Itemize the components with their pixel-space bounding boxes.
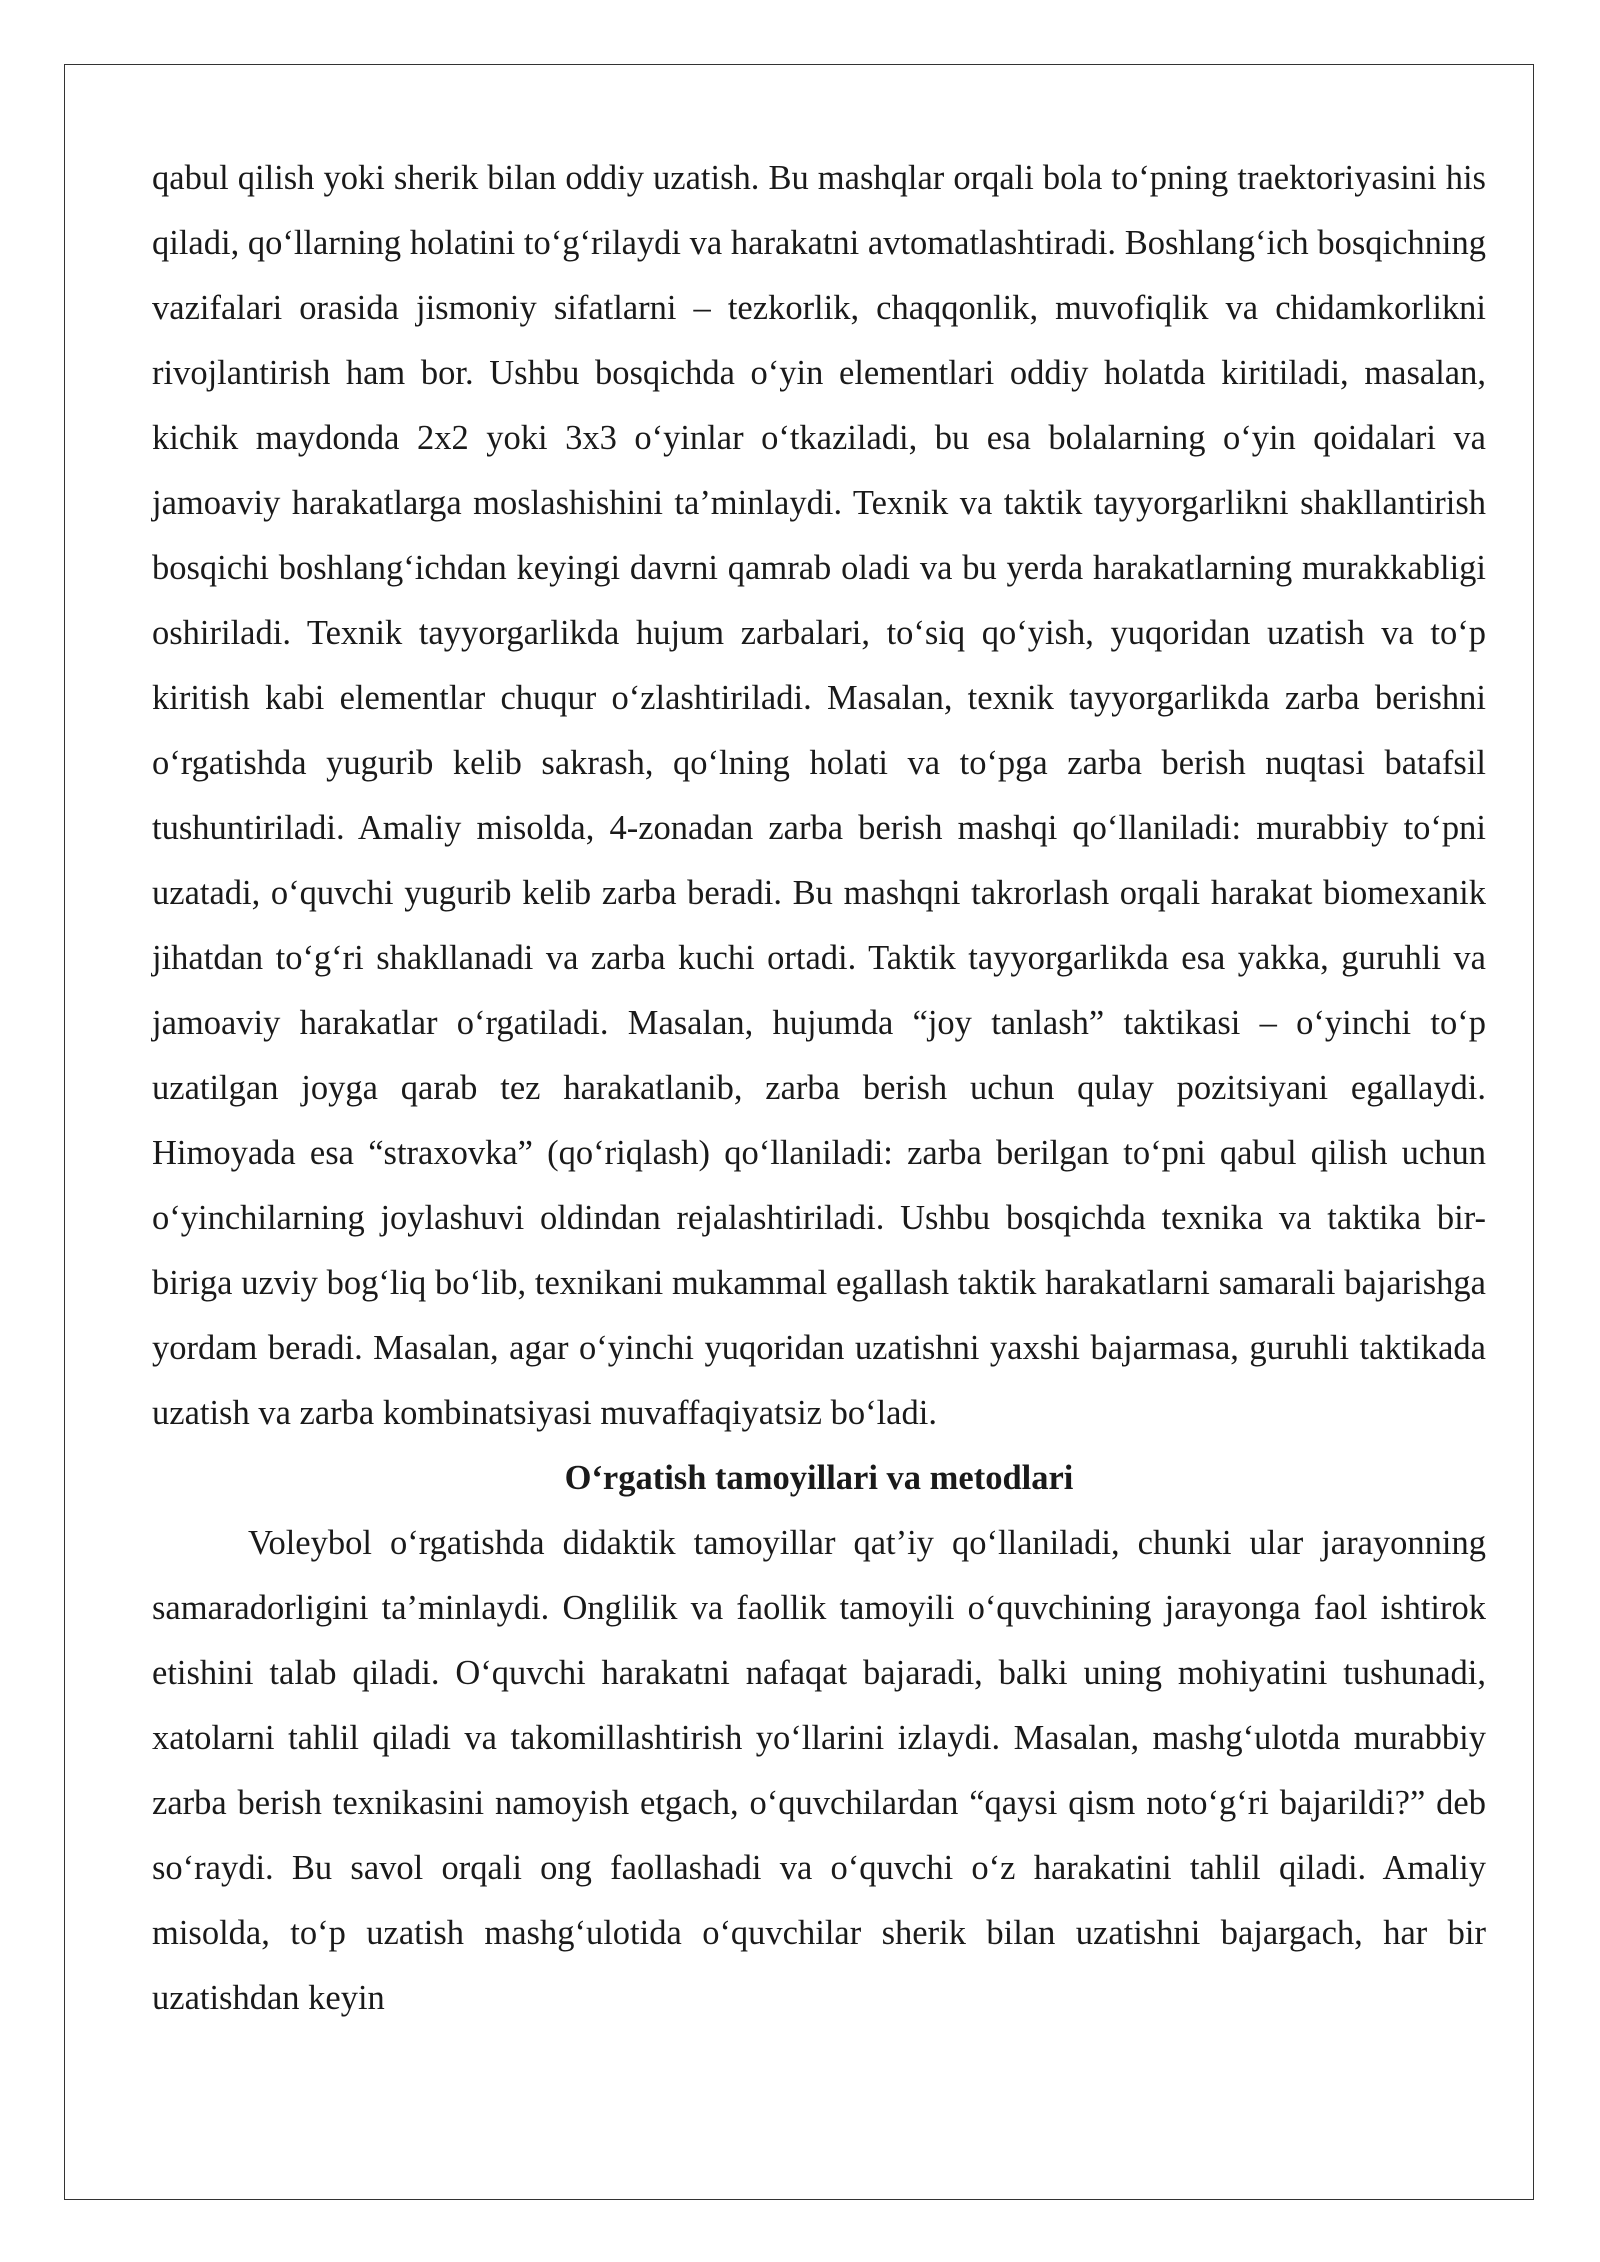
document-body — [152, 146, 1486, 2031]
body-paragraph: qabul qilish yoki sherik bilan oddiy uzatish. Bu mashqlar orqali bola to‘pning traektoriyasini his qiladi, qo‘llarning holatini to‘g‘rilaydi va harakatni avtomatlashtiradi. Boshlang‘ich bosqichning vazifalari orasida jismoniy sifatlarni – tezkorlik, chaqqonlik, muvofiqlik va chidamkorlikni rivojlantirish ham bor. Ushbu bosqichda o‘yin elementlari oddiy holatda kiritiladi, masalan, kichik maydonda 2x2 yoki 3x3 o‘yinlar o‘tkaziladi, bu esa bolalarning o‘yin qoidalari va jamoaviy harakatlarga moslashishini ta’minlaydi. Texnik va taktik tayyorgarlikni shakllantirish bosqichi boshlang‘ichdan keyingi davrni qamrab oladi va bu yerda harakatlarning murakkabligi oshiriladi. Texnik tayyorgarlikda hujum zarbalari, to‘siq qo‘yish, yuqoridan uzatish va to‘p kiritish kabi elementlar chuqur o‘zlashtiriladi. Masalan, texnik tayyorgarlikda zarba berishni o‘rgatishda yugurib kelib sakrash, qo‘lning holati va to‘pga zarba berish nuqtasi batafsil tushuntiriladi. Amaliy misolda, 4-zonadan zarba berish mashqi qo‘llaniladi: murabbiy to‘pni uzatadi, o‘quvchi yugurib kelib zarba beradi. Bu mashqni takrorlash orqali harakat biomexanik jihatdan to‘g‘ri shakllanadi va zarba kuchi ortadi. Taktik tayyorgarlikda esa yakka, guruhli va jamoaviy harakatlar o‘rgatiladi. Masalan, hujumda “joy tanlash” taktikasi – o‘yinchi to‘p uzatilgan joyga qarab tez harakatlanib, zarba berish uchun qulay pozitsiyani egallaydi. Himoyada esa “straxovka” (qo‘riqlash) qo‘llaniladi: zarba berilgan to‘pni qabul qilish uchun o‘yinchilarning joylashuvi oldindan rejalashtiriladi. Ushbu bosqichda texnika va taktika bir-biriga uzviy bog‘liq bo‘lib, texnikani mukammal egallash taktik harakatlarni samarali bajarishga yordam beradi. Masalan, agar o‘yinchi yuqoridan uzatishni yaxshi bajarmasa, guruhli taktikada uzatish va zarba kombinatsiyasi muvaffaqiyatsiz bo‘ladi. — [152, 159, 1486, 1432]
body-paragraph: Voleybol o‘rgatishda didaktik tamoyillar qat’iy qo‘llaniladi, chunki ular jarayonning samaradorligini ta’minlaydi. Onglilik va faollik tamoyili o‘quvchining jarayonga faol ishtirok etishini talab qiladi. O‘quvchi harakatni nafaqat bajaradi, balki uning mohiyatini tushunadi, xatolarni tahlil qiladi va takomillashtirish yo‘llarini izlaydi. Masalan, mashg‘ulotda murabbiy zarba berish texnikasini namoyish etgach, o‘quvchilardan “qaysi qism noto‘g‘ri bajarildi?” deb so‘raydi. Bu savol orqali ong faollashadi va o‘quvchi o‘z harakatini tahlil qiladi. Amaliy misolda, to‘p uzatish mashg‘ulotida o‘quvchilar sherik bilan uzatishni bajargach, har bir uzatishdan keyin — [152, 1524, 1486, 2017]
section-heading: O‘rgatish tamoyillari va metodlari — [564, 1459, 1074, 1497]
